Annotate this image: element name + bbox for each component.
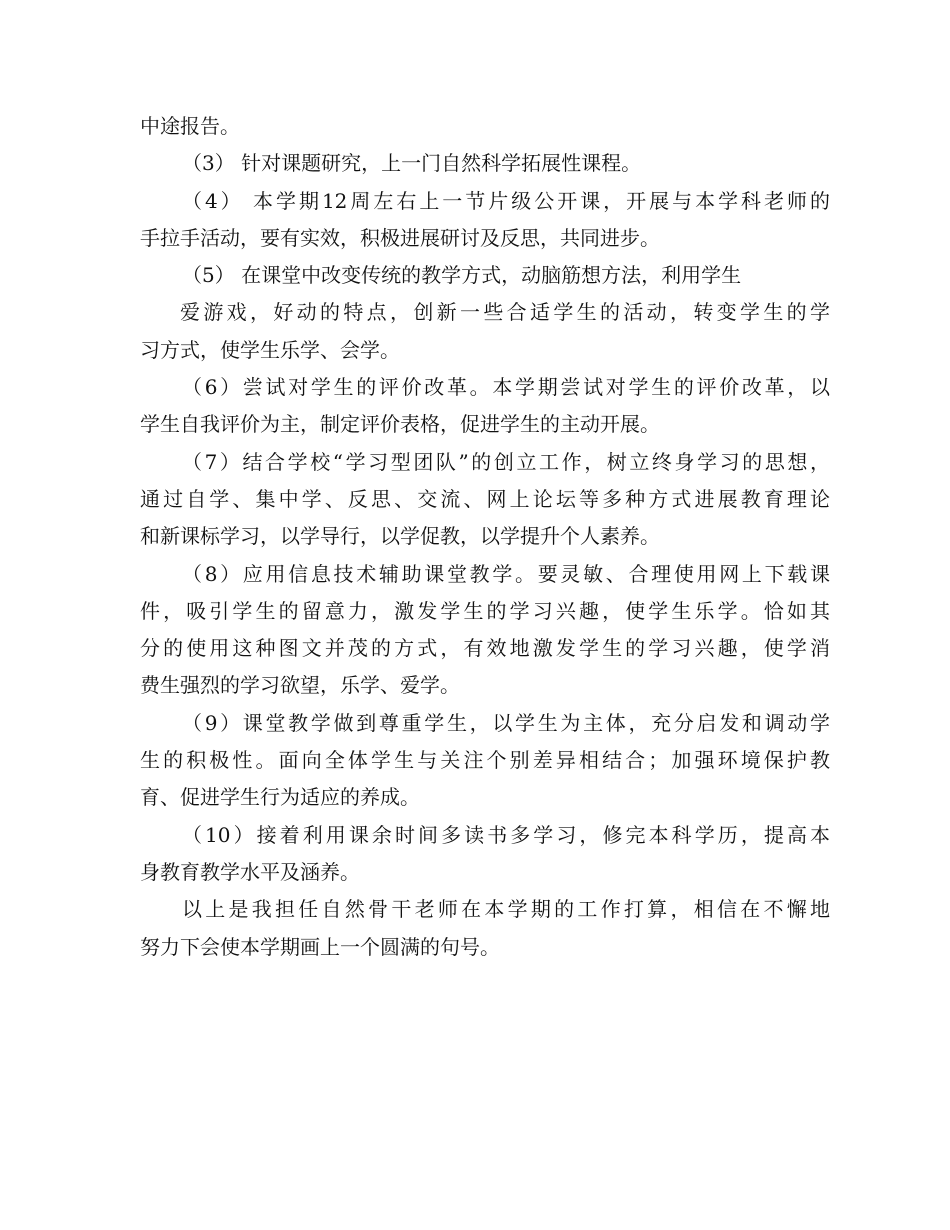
text-line: 爱游戏，好动的特点，创新一些合适学生的活动，转变学生的学 xyxy=(180,300,830,325)
text-line: （5） 在课堂中改变传统的教学方式，动脑筋想方法，利用学生 xyxy=(182,263,742,288)
text-line: （8）应用信息技术辅助课堂教学。要灵敏、合理使用网上下载课 xyxy=(182,561,830,586)
text-line: 分的使用这种图文并茂的方式，有效地激发学生的学习兴趣，使学消 xyxy=(140,636,830,661)
text-line: （4） 本学期12周左右上一节片级公开课，开展与本学科老师的 xyxy=(182,188,830,213)
text-line: （3） 针对课题研究，上一门自然科学拓展性课程。 xyxy=(182,151,642,176)
text-line: 学生自我评价为主，制定评价表格，促进学生的主动开展。 xyxy=(140,412,660,437)
text-line: 身教育教学水平及涵养。 xyxy=(140,859,360,884)
text-line: 通过自学、集中学、反思、交流、网上论坛等多种方式进展教育理论 xyxy=(140,486,830,511)
document-body xyxy=(140,108,830,966)
text-line: （6）尝试对学生的评价改革。本学期尝试对学生的评价改革，以 xyxy=(182,375,830,400)
text-line: 中途报告。 xyxy=(140,114,240,138)
text-line: 生的积极性。面向全体学生与关注个别差异相结合；加强环境保护教 xyxy=(140,748,830,773)
text-line: （7）结合学校“学习型团队”的创立工作，树立终身学习的思想， xyxy=(182,449,830,474)
text-line: （10）接着利用课余时间多读书多学习，修完本科学历，提高本 xyxy=(182,822,830,847)
text-line: （9）课堂教学做到尊重学生，以学生为主体，充分启发和调动学 xyxy=(182,710,830,735)
text-line: 件，吸引学生的留意力，激发学生的学习兴趣，使学生乐学。恰如其 xyxy=(140,598,830,623)
text-line: 以上是我担任自然骨干老师在本学期的工作打算，相信在不懈地 xyxy=(182,897,830,922)
text-line: 习方式，使学生乐学、会学。 xyxy=(140,337,400,362)
text-line: 手拉手活动，要有实效，积极进展研讨及反思，共同进步。 xyxy=(140,225,660,250)
text-line: 和新课标学习，以学导行，以学促教，以学提升个人素养。 xyxy=(140,524,660,549)
text-line: 努力下会使本学期画上一个圆满的句号。 xyxy=(140,934,500,959)
text-line: 育、促进学生行为适应的养成。 xyxy=(140,785,420,810)
text-line: 费生强烈的学习欲望，乐学、爱学。 xyxy=(140,673,460,698)
